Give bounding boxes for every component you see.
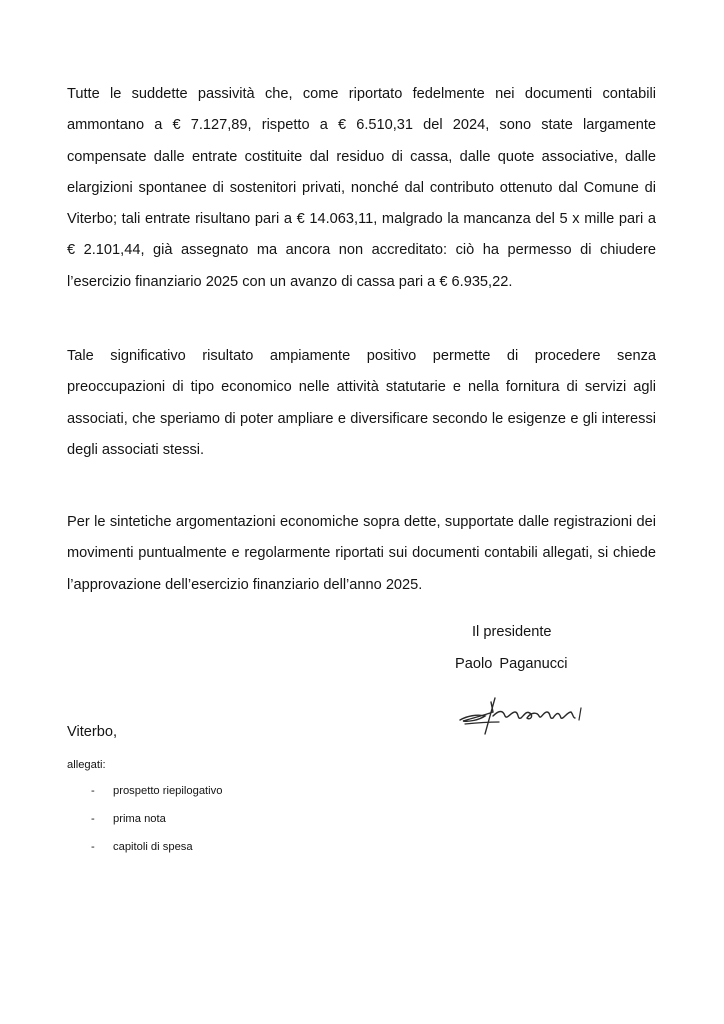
paragraph-positive-result bbox=[67, 341, 656, 466]
text-line: associati, che speriamo di poter ampliare e diversificare secondo le esigenze e gli interessi bbox=[67, 410, 656, 427]
paragraph-approval-request bbox=[67, 507, 656, 601]
text-line: compensate dalle entrate costituite dal residuo di cassa, dalle quote associative, dalle bbox=[67, 148, 656, 165]
signatory-name: Paolo Paganucci bbox=[455, 656, 568, 672]
attachment-name: prospetto riepilogativo bbox=[113, 785, 223, 797]
text-line: € 2.101,44, già assegnato ma ancora non accreditato: ciò ha permesso di chiudere bbox=[67, 242, 656, 259]
attachment-name: capitoli di spesa bbox=[113, 841, 193, 853]
text-line: elargizioni spontanee di sostenitori privati, nonché dal contributo ottenuto dal Comune di bbox=[67, 179, 656, 196]
bullet-dash: - bbox=[91, 785, 95, 797]
attachment-name: prima nota bbox=[113, 813, 166, 825]
text-line: degli associati stessi. bbox=[67, 441, 205, 458]
attachments-label: allegati: bbox=[67, 759, 106, 771]
text-line: ammontano a € 7.127,89, rispetto a € 6.510,31 del 2024, sono state largamente bbox=[67, 117, 656, 134]
text-line: l’approvazione dell’esercizio finanziario dell’anno 2025. bbox=[67, 576, 423, 593]
signatory-title: Il presidente bbox=[472, 624, 552, 640]
signature-icon bbox=[455, 690, 595, 740]
text-line: Per le sintetiche argomentazioni economiche sopra dette, supportate dalle registrazioni dei bbox=[67, 514, 656, 530]
text-line: preoccupazioni di tipo economico nelle attività statutarie e nella fornitura di servizi agli bbox=[67, 379, 656, 396]
text-line: Viterbo; tali entrate risultano pari a € 14.063,11, malgrado la mancanza del 5 x mille pari a bbox=[67, 211, 656, 228]
place-line: Viterbo, bbox=[67, 724, 118, 740]
text-line: movimenti puntualmente e regolarmente riportati sui documenti contabili allegati, si chiede bbox=[67, 545, 656, 562]
text-line: l’esercizio finanziario 2025 con un avanzo di cassa pari a € 6.935,22. bbox=[67, 273, 513, 290]
bullet-dash: - bbox=[91, 841, 95, 853]
paragraph-financial-summary bbox=[67, 79, 656, 298]
bullet-dash: - bbox=[91, 813, 95, 825]
text-line: Tutte le suddette passività che, come riportato fedelmente nei documenti contabili bbox=[67, 86, 656, 102]
text-line: Tale significativo risultato ampiamente positivo permette di procedere senza bbox=[67, 348, 656, 364]
